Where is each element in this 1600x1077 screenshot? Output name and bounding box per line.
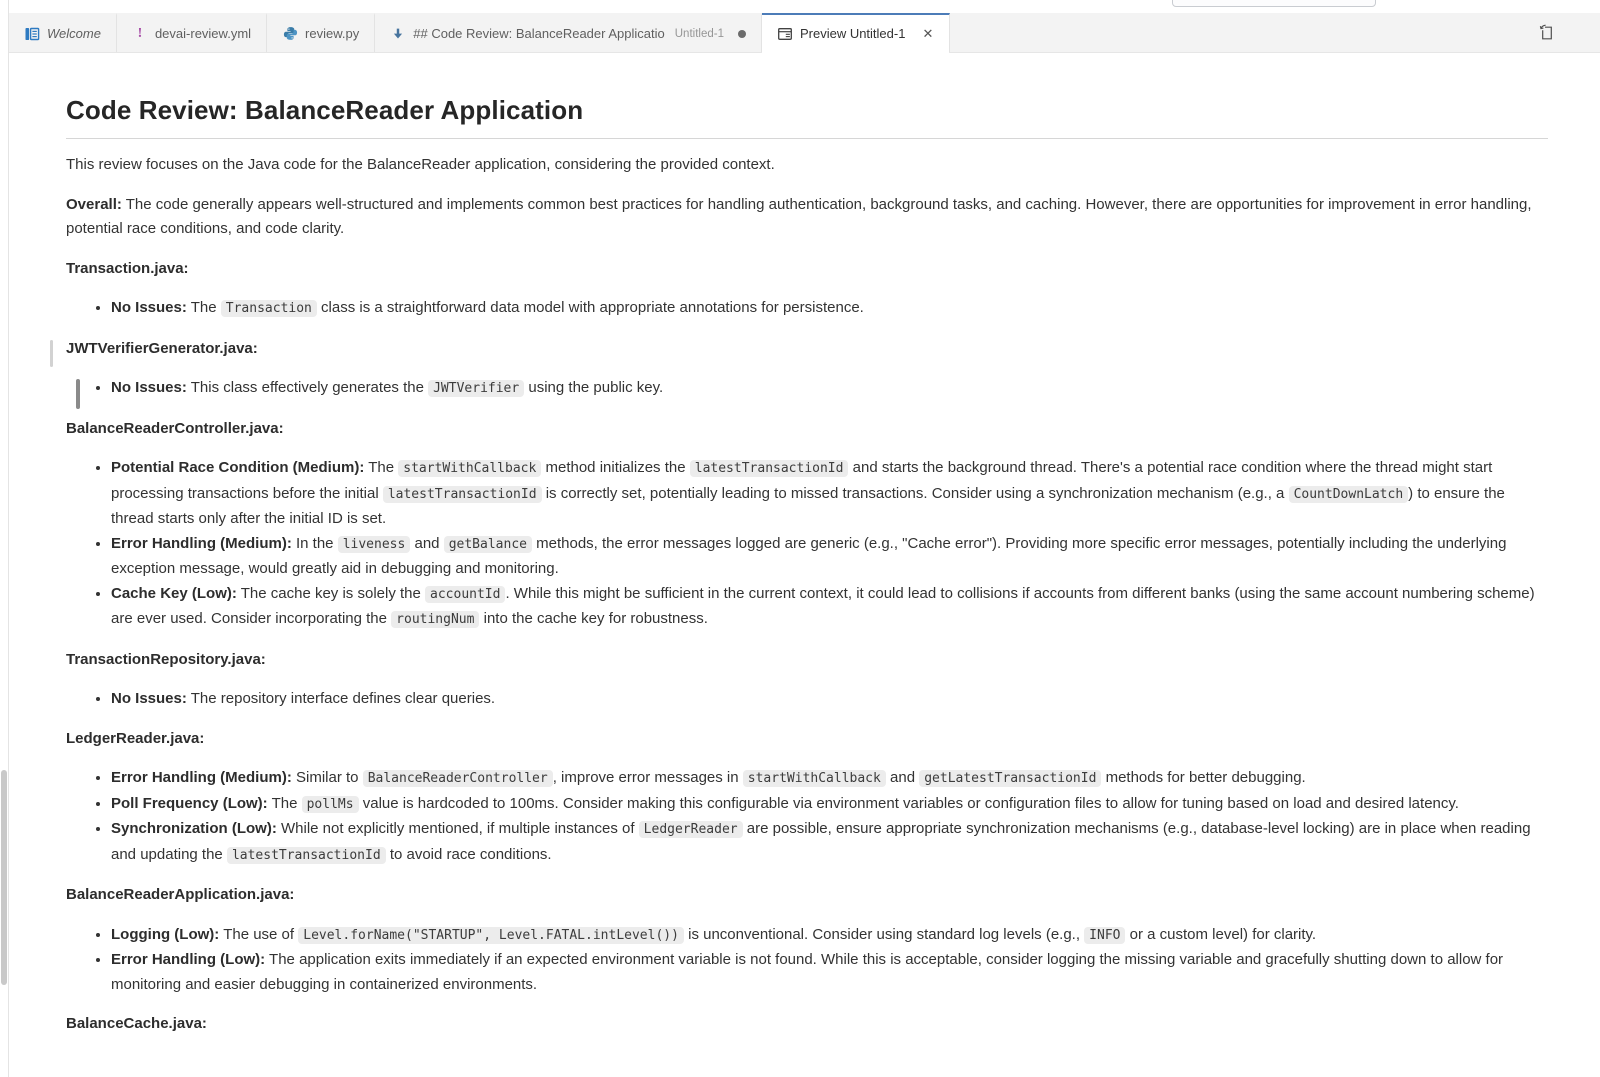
inline-code: CountDownLatch	[1289, 486, 1409, 503]
tab-devai-review-yml[interactable]	[117, 13, 267, 52]
window-top-strip	[0, 0, 1600, 13]
bold-label: No Issues:	[111, 299, 187, 316]
bold-label: Overall:	[66, 195, 122, 213]
inline-code: BalanceReaderController	[363, 770, 553, 787]
bold-label: Cache Key (Low):	[111, 584, 237, 602]
list-item: • No Issues: This class effectively generates the JWTVerifier using the public key.	[111, 376, 1548, 402]
bold-label: No Issues:	[111, 690, 187, 707]
markdown-body	[9, 52, 1600, 1037]
bold-label: Poll Frequency (Low):	[111, 794, 268, 812]
file-heading	[66, 648, 1548, 673]
file-heading	[66, 257, 1548, 282]
issue-list	[66, 296, 1548, 322]
list-item: • No Issues: The Transaction class is a straightforward data model with appropriate annotations for persistence.	[111, 296, 1548, 322]
inline-code: latestTransactionId	[383, 486, 542, 503]
tab-code-review-untitled[interactable]	[375, 13, 762, 52]
file-heading	[66, 727, 1548, 752]
issue-list	[66, 687, 1548, 712]
inline-code: JWTVerifier	[428, 380, 524, 397]
scrollbar-thumb[interactable]	[1, 770, 7, 985]
bold-label: JWTVerifierGenerator.java:	[66, 339, 258, 357]
list-item: • Error Handling (Low): The application exits immediately if an expected environment variable is not found. While this is acceptable, consider logging the missing variable and gracefully shutting down to allow for monitoring and easier debugging in containerized environments.	[111, 948, 1548, 997]
bold-label: No Issues:	[111, 379, 187, 396]
close-icon[interactable]: ✕	[922, 26, 934, 41]
inline-code: latestTransactionId	[227, 847, 386, 864]
issue-list	[66, 456, 1548, 633]
list-item: • Synchronization (Low): While not explicitly mentioned, if multiple instances of LedgerReader are possible, ensure appropriate synchronization mechanisms (e.g., database-level locking) are in place when reading and updating the latestTransactionId to avoid race conditions.	[111, 817, 1548, 868]
bold-label: LedgerReader.java:	[66, 729, 205, 747]
inline-code: latestTransactionId	[690, 460, 849, 477]
file-heading	[66, 337, 1548, 362]
list-item: • No Issues: The repository interface defines clear queries.	[111, 687, 1548, 712]
inline-code: Level.forName("STARTUP", Level.FATAL.intLevel())	[298, 927, 684, 944]
tab-label: Welcome	[47, 26, 101, 41]
preview-active-line-marker	[76, 379, 80, 409]
bold-label: BalanceReaderController.java:	[66, 419, 284, 437]
list-item: • Poll Frequency (Low): The pollMs value is hardcoded to 100ms. Consider making this configurable via environment variables or configuration files to allow for tuning based on load and desired latency.	[111, 792, 1548, 818]
tab-preview-untitled[interactable]	[762, 13, 950, 52]
inline-code: liveness	[338, 536, 411, 553]
list-item: • Error Handling (Medium): In the liveness and getBalance methods, the error messages logged are generic (e.g., "Cache error"). Providing more specific error messages, potentially including the underlying exception message, would greatly aid in debugging and monitoring.	[111, 532, 1548, 582]
preview-active-line-marker	[50, 340, 53, 367]
issue-list	[66, 923, 1548, 998]
bold-label: Error Handling (Medium):	[111, 769, 292, 786]
modified-indicator	[738, 30, 746, 38]
inline-code: startWithCallback	[743, 770, 886, 787]
bold-label: BalanceReaderApplication.java:	[66, 886, 295, 903]
inline-code: getLatestTransactionId	[919, 770, 1101, 787]
tab-label: devai-review.yml	[154, 26, 252, 41]
inline-code: accountId	[425, 586, 505, 603]
bold-label: Logging (Low):	[111, 925, 220, 943]
inline-code: pollMs	[302, 796, 359, 813]
file-heading	[66, 883, 1548, 908]
editor-group-edge	[0, 0, 9, 1077]
tab-review-py[interactable]	[267, 13, 375, 52]
bold-label: BalanceCache.java:	[66, 1015, 207, 1032]
list-item: • Potential Race Condition (Medium): The startWithCallback method initializes the latestTransactionId and starts the background thread. There's a potential race condition where the thread might start processing transactions before the initial latestTransactionId is correctly set, potentially leading to missed transactions. Consider using a synchronization mechanism (e.g., a CountDownLatch ) to ensure the thread starts only after the initial ID is set.	[111, 456, 1548, 532]
inline-code: INFO	[1084, 927, 1125, 944]
list-item: • Error Handling (Medium): Similar to BalanceReaderController , improve error messages in startWithCallback and getLatestTransactionId methods for better debugging.	[111, 766, 1548, 792]
file-heading	[66, 417, 1548, 442]
editor-tab-bar	[9, 13, 1600, 53]
split-editor-icon[interactable]	[1536, 22, 1558, 44]
preview-icon	[777, 26, 793, 42]
inline-code: startWithCallback	[398, 460, 541, 477]
document-title: Code Review: BalanceReader Application	[66, 94, 1548, 139]
inline-code: LedgerReader	[639, 821, 743, 838]
tab-label: review.py	[305, 26, 360, 41]
markdown-preview-pane	[9, 52, 1600, 1077]
bold-label: Transaction.java:	[66, 259, 189, 277]
editor-actions	[1536, 13, 1600, 52]
tab-welcome[interactable]	[9, 13, 117, 52]
issue-list	[66, 766, 1548, 868]
bold-label: Potential Race Condition (Medium):	[111, 459, 365, 476]
inline-code: routingNum	[391, 611, 479, 628]
yaml-exclamation-icon: !	[137, 25, 143, 41]
markdown-download-icon	[390, 26, 406, 42]
bold-label: Error Handling (Low):	[111, 951, 266, 968]
tab-description: Untitled-1	[674, 27, 724, 40]
intro-paragraph: This review focuses on the Java code for the BalanceReader application, considering the provided context.	[66, 156, 775, 173]
inline-code: getBalance	[444, 536, 532, 553]
bold-label: TransactionRepository.java:	[66, 650, 266, 668]
bold-label: Synchronization (Low):	[111, 820, 277, 837]
list-item: • Logging (Low): The use of Level.forName("STARTUP", Level.FATAL.intLevel()) is unconventional. Consider using standard log levels (e.g., INFO or a custom level) for clarity.	[111, 923, 1548, 949]
truncated-tooltip	[1172, 0, 1376, 7]
issue-list	[66, 376, 1548, 402]
bold-label: Error Handling (Medium):	[111, 534, 292, 552]
python-icon	[282, 26, 298, 42]
list-item: • Cache Key (Low): The cache key is solely the accountId . While this might be sufficient in the current context, it could lead to collisions if accounts from different banks (using the same account numbering scheme) are ever used. Consider incorporating the routingNum into the cache key for robustness.	[111, 582, 1548, 633]
file-heading	[66, 1012, 1548, 1037]
tab-label: ## Code Review: BalanceReader Applicatio	[413, 26, 665, 41]
tab-label: Preview Untitled-1	[799, 26, 906, 41]
overall-paragraph: Overall: The code generally appears well-structured and implements common best practices for handling authentication, background tasks, and caching. However, there are opportunities for improvement in error handling, potential race conditions, and code clarity.	[66, 195, 1532, 237]
welcome-icon	[24, 26, 40, 42]
inline-code: Transaction	[221, 300, 317, 317]
